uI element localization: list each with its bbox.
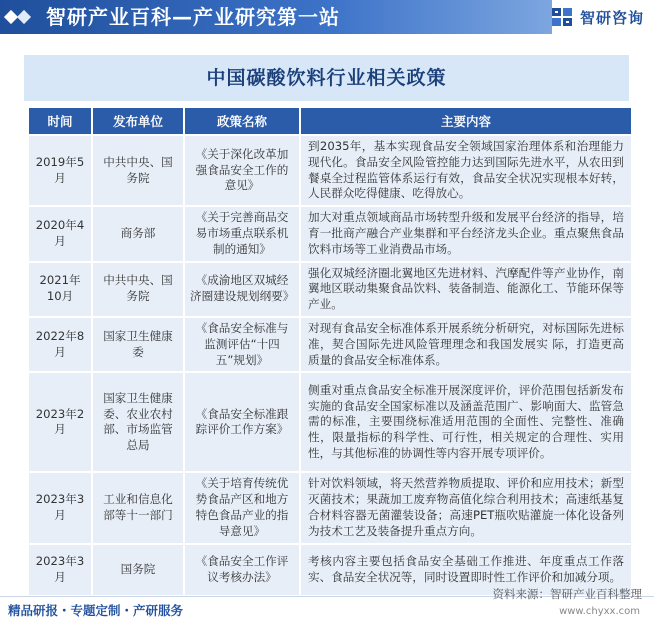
cell-time: 2021年10月 <box>29 263 91 316</box>
cell-time: 2023年3月 <box>29 545 91 595</box>
footer-url[interactable]: www.chyxx.com <box>559 606 640 617</box>
table-row <box>29 373 631 471</box>
cell-time: 2023年3月 <box>29 473 91 542</box>
cell-time: 2019年5月 <box>29 136 91 205</box>
table-row <box>29 473 631 542</box>
diamond-icon <box>6 8 29 26</box>
table-row <box>29 318 631 371</box>
source-note: 资料来源：智研产业百科整理 <box>492 587 642 601</box>
policy-table <box>27 106 633 597</box>
column-header-time: 时间 <box>29 108 91 134</box>
table-row <box>29 263 631 316</box>
cell-content: 针对饮料领域，将天然营养物质提取、评价和应用技术；新型灭菌技术；果蔬加工废弃物高值化综合利用技术；高速纸基复合材料容器无菌灌装设备；高速PET瓶吹贴灌旋一体化设备列为技术工艺及装备提升重点方向。 <box>301 473 631 542</box>
column-header-policy: 政策名称 <box>185 108 299 134</box>
cell-content: 强化双城经济圈北翼地区先进材料、汽摩配件等产业协作，南翼地区联动集聚食品饮料、装备制造、能源化工、节能环保等产业。 <box>301 263 631 316</box>
cell-content: 加大对重点领域商品市场转型升级和发展平台经济的指导，培育一批商产融合产业集群和平台经济龙头企业。重点聚焦食品饮料市场等工业消费品市场。 <box>301 207 631 260</box>
cell-issuer: 商务部 <box>93 207 183 260</box>
cell-content: 对现有食品安全标准体系开展系统分析研究，对标国际先进标准，契合国际先进风险管理理念和我国发展实 际，打造更高质量的食品安全标准体系。 <box>301 318 631 371</box>
cell-policy: 《食品安全标准与监测评估“十四五”规划》 <box>185 318 299 371</box>
footer-slogan: 精品研报・专题定制・产研服务 <box>8 603 184 618</box>
cell-content: 考核内容主要包括食品安全基础工作推进、年度重点工作落实、食品安全状况等，同时设置即时性工作评价和加减分项。 <box>301 545 631 595</box>
cell-issuer: 国务院 <box>93 545 183 595</box>
brand-name: 智研咨询 <box>579 8 644 27</box>
cell-content: 侧重对重点食品安全标准开展深度评价，评价范围包括新发布实施的食品安全国家标准以及涵盖范围广、影响面大、监管急需的标准，主要围绕标准适用范围的全面性、完整性、准确性，限量指标的科学性、可行性，相关规定的合理性、实用性，与其他标准的协调性等内容开展专项评价。 <box>301 373 631 471</box>
header-bar <box>0 0 552 34</box>
cell-policy: 《关于深化改革加强食品安全工作的意见》 <box>185 136 299 205</box>
cell-policy: 《食品安全工作评议考核办法》 <box>185 545 299 595</box>
cell-policy: 《关于培育传统优势食品产区和地方特色食品产业的指导意见》 <box>185 473 299 542</box>
table-row <box>29 207 631 260</box>
header <box>0 0 654 34</box>
cell-policy: 《关于完善商品交易市场重点联系机制的通知》 <box>185 207 299 260</box>
cell-content: 到2035年，基本实现食品安全领域国家治理体系和治理能力现代化。食品安全风险管控能力达到国际先进水平，从农田到餐桌全过程监管体系运行有效，食品安全状况实现根本好转，人民群众吃得健康、吃得放心。 <box>301 136 631 205</box>
column-header-content: 主要内容 <box>301 108 631 134</box>
cell-policy: 《食品安全标准跟踪评价工作方案》 <box>185 373 299 471</box>
cell-issuer: 国家卫生健康委、农业农村部、市场监管总局 <box>93 373 183 471</box>
brand[interactable] <box>551 5 644 29</box>
cell-policy: 《成渝地区双城经济圈建设规划纲要》 <box>185 263 299 316</box>
header-title: 智研产业百科—产业研究第一站 <box>46 5 340 29</box>
cell-time: 2023年2月 <box>29 373 91 471</box>
chyxx-logo-icon <box>551 6 575 28</box>
cell-time: 2020年4月 <box>29 207 91 260</box>
column-header-issuer: 发布单位 <box>93 108 183 134</box>
cell-issuer: 国家卫生健康委 <box>93 318 183 371</box>
table-title: 中国碳酸饮料行业相关政策 <box>206 67 447 89</box>
cell-issuer: 中共中央、国务院 <box>93 136 183 205</box>
cell-time: 2022年8月 <box>29 318 91 371</box>
table-row <box>29 136 631 205</box>
cell-issuer: 工业和信息化部等十一部门 <box>93 473 183 542</box>
table-header-row <box>29 108 631 134</box>
title-band <box>24 55 629 101</box>
cell-issuer: 中共中央、国务院 <box>93 263 183 316</box>
